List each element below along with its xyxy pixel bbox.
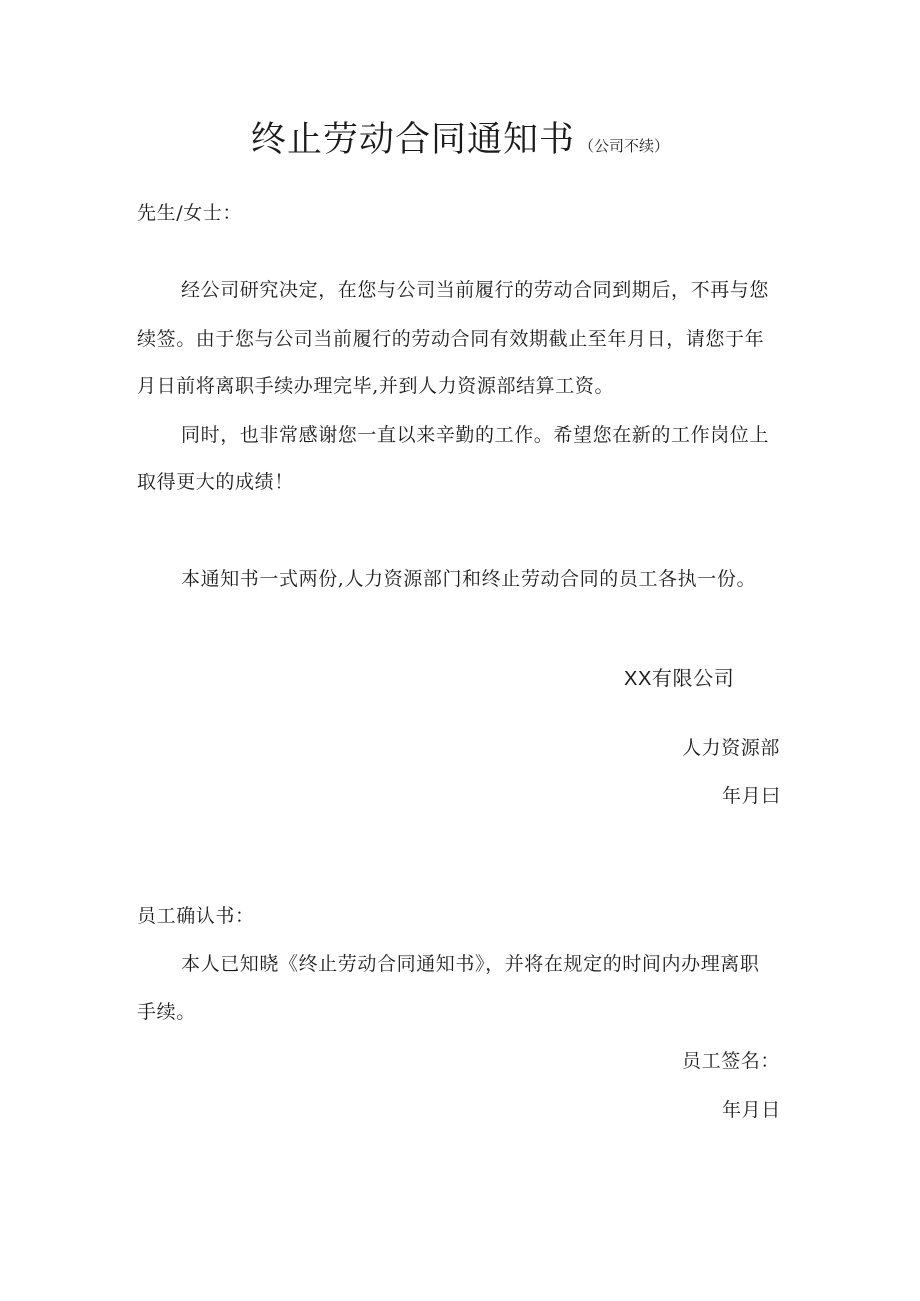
confirmation-heading: 员工确认书： bbox=[137, 905, 255, 927]
company-name-prefix: XX bbox=[624, 668, 652, 690]
document-title bbox=[0, 112, 920, 162]
paragraph-2-line-1: 同时，也非常感谢您一直以来辛勤的工作。希望您在新的工作岗位上 bbox=[181, 424, 770, 446]
confirmation-text-line-1: 本人已知晓《终止劳动合同通知书》，并将在规定的时间内办理离职 bbox=[181, 953, 760, 975]
title-subtitle: （公司不续） bbox=[579, 137, 670, 155]
department-name: 人力资源部 bbox=[682, 737, 781, 759]
employee-signature-label: 员工签名： bbox=[682, 1050, 781, 1072]
title-main: 终止劳动合同通知书 bbox=[250, 120, 575, 160]
paragraph-1-line-1: 经公司研究决定，在您与公司当前履行的劳动合同到期后，不再与您 bbox=[181, 279, 770, 301]
paragraph-3: 本通知书一式两份,人力资源部门和终止劳动合同的员工各执一份。 bbox=[181, 568, 757, 590]
employee-signature-date: 年月日 bbox=[722, 1099, 781, 1121]
greeting: 先生/女士： bbox=[137, 202, 243, 224]
notice-date: 年月曰 bbox=[722, 785, 781, 807]
paragraph-1-line-2: 续签。由于您与公司当前履行的劳动合同有效期截止至年月日，请您于年 bbox=[137, 328, 765, 350]
company-name-suffix: 有限公司 bbox=[651, 666, 735, 690]
paragraph-1-line-3: 月日前将离职手续办理完毕,并到人力资源部结算工资。 bbox=[137, 375, 615, 397]
paragraph-2-line-2: 取得更大的成绩！ bbox=[137, 471, 294, 493]
company-name bbox=[624, 662, 734, 691]
confirmation-text-line-2: 手续。 bbox=[137, 1001, 196, 1023]
